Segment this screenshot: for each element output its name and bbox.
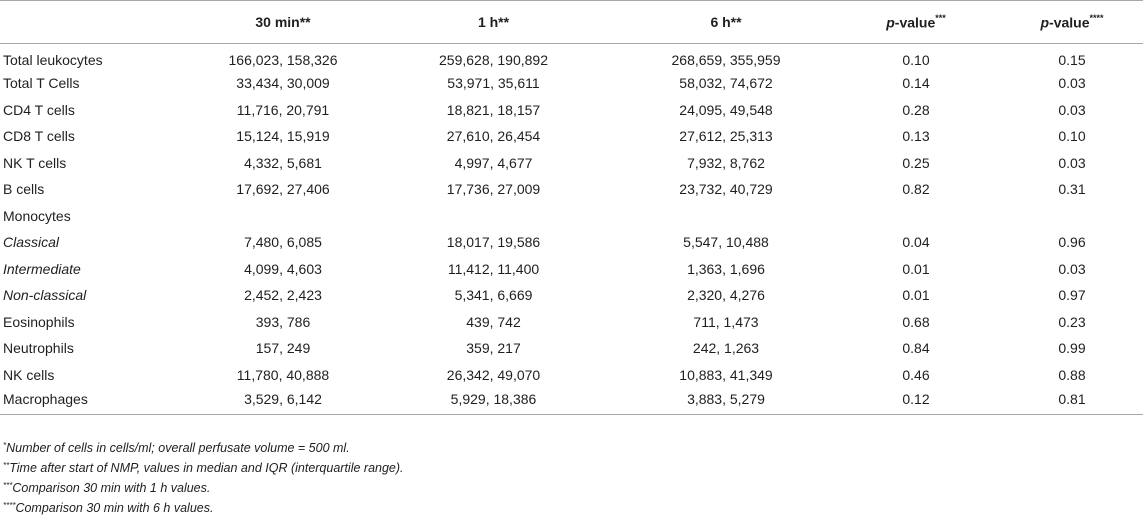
value-30-min: 11,716, 20,791 [236,101,330,118]
value-30-min: 4,332, 5,681 [244,154,322,171]
p-value-6h: 0.97 [1058,287,1086,304]
header-p-value-1h [831,1,1001,44]
table-row [0,123,1143,150]
p-value-1h: 0.84 [902,340,930,357]
footnote-text: Comparison 30 min with 6 h values. [15,501,214,515]
header-p-value-6h [1001,1,1143,44]
header-p-italic: p [1040,14,1050,31]
row-label: Neutrophils [3,340,74,357]
value-30-min: 11,780, 40,888 [236,366,330,383]
p-value-6h [1001,203,1143,230]
p-value-1h: 0.12 [831,388,1001,415]
value-6-h: 3,883, 5,279 [621,388,831,415]
p-value-1h: 0.01 [902,287,930,304]
p-value-1h: 0.10 [902,52,930,68]
header-6-h: 6 h** [621,1,831,44]
table-body [0,44,1143,415]
p-value-1h: 0.28 [902,101,930,118]
value-6-h: 7,932, 8,762 [687,154,765,171]
value-1-h: 359, 217 [466,340,521,357]
footnote [3,457,404,477]
p-value-1h: 0.04 [902,234,930,251]
value-6-h: 10,883, 41,349 [679,366,773,383]
value-6-h: 1,363, 1,696 [687,260,765,277]
row-label: Eosinophils [3,313,75,330]
table-row [0,335,1143,362]
value-1-h: 18,017, 19,586 [446,234,541,251]
value-1-h: 5,341, 6,669 [454,287,533,304]
row-label: Total T Cells [3,75,80,92]
value-6-h: 5,547, 10,488 [683,234,769,251]
value-30-min: 17,692, 27,406 [236,181,330,198]
table-row [0,282,1143,309]
value-30-min: 15,124, 15,919 [236,128,330,145]
table-row [0,150,1143,177]
header-30-min: 30 min** [200,1,366,44]
value-6-h: 2,320, 4,276 [687,287,765,304]
p-value-6h: 0.99 [1058,340,1086,357]
p-value-6h: 0.03 [1058,260,1086,277]
header-p-mark: *** [935,12,946,23]
p-value-1h: 0.14 [902,75,930,92]
value-6-h: 268,659, 355,959 [671,52,781,68]
header-label [0,1,200,44]
p-value-1h: 0.13 [902,128,930,145]
row-label: Total leukocytes [3,52,103,68]
value-6-h [621,203,831,230]
p-value-1h: 0.01 [902,260,930,277]
footnote-text: Comparison 30 min with 1 h values. [12,481,211,495]
header-p-rest: -value [1049,14,1090,31]
p-value-6h: 0.03 [1058,75,1086,92]
value-1-h: 27,610, 26,454 [446,128,541,145]
value-1-h: 11,412, 11,400 [447,260,540,277]
value-1-h [366,203,621,230]
p-value-6h: 0.03 [1058,154,1086,171]
table-row [0,97,1143,124]
footnote [3,437,404,457]
value-1-h: 439, 742 [466,313,521,330]
row-label: CD4 T cells [3,101,75,118]
row-label: B cells [3,181,45,198]
table-row [0,176,1143,203]
p-value-6h: 0.23 [1058,313,1086,330]
p-value-1h: 0.25 [902,154,930,171]
footnote-text: Number of cells in cells/ml; overall perfusate volume = 500 ml. [6,441,350,455]
table-row [0,362,1143,389]
value-30-min: 3,529, 6,142 [200,388,366,415]
value-30-min: 4,099, 4,603 [244,260,322,277]
value-1-h: 18,821, 18,157 [446,101,541,118]
row-label: Monocytes [3,207,71,224]
value-30-min: 2,452, 2,423 [244,287,322,304]
value-1-h: 5,929, 18,386 [366,388,621,415]
p-value-1h: 0.82 [902,181,930,198]
value-6-h: 58,032, 74,672 [679,75,773,92]
p-value-6h: 0.31 [1058,181,1086,198]
table-row [0,70,1143,97]
row-label: CD8 T cells [3,128,75,145]
row-label: NK T cells [3,154,67,171]
value-30-min: 393, 786 [255,313,311,330]
p-value-6h: 0.10 [1058,128,1086,145]
footnote [3,497,404,517]
value-6-h: 23,732, 40,729 [679,181,773,198]
footnote-mark: * [3,441,7,450]
value-30-min: 166,023, 158,326 [228,52,338,68]
p-value-1h: 0.46 [902,366,930,383]
row-label: Non-classical [3,287,87,304]
value-1-h: 53,971, 35,611 [447,75,540,92]
header-row [0,1,1143,44]
value-6-h: 711, 1,473 [693,313,759,330]
row-label: Intermediate [3,260,81,277]
table-row [0,44,1143,71]
value-1-h: 259,628, 190,892 [439,52,548,68]
table-row [0,203,1143,230]
value-30-min [200,203,366,230]
p-value-6h: 0.88 [1058,366,1086,383]
table-row [0,229,1143,256]
header-p-mark: **** [1089,12,1104,23]
p-value-1h: 0.68 [902,313,930,330]
value-6-h: 24,095, 49,548 [679,101,773,118]
row-label: NK cells [3,366,55,383]
header-p-italic: p [886,14,895,31]
footnote-mark: ** [3,461,10,470]
table-row [0,256,1143,283]
header-p-rest: -value [894,14,936,31]
footnote-mark: *** [3,481,13,490]
row-label: Macrophages [0,388,200,415]
p-value-6h: 0.03 [1058,101,1086,118]
footnotes [3,437,404,517]
p-value-6h: 0.81 [1001,388,1143,415]
p-value-6h: 0.15 [1058,52,1086,68]
value-6-h: 242, 1,263 [692,340,760,357]
value-30-min: 33,434, 30,009 [236,75,330,92]
value-1-h: 26,342, 49,070 [446,366,541,383]
header-1-h: 1 h** [366,1,621,44]
row-label: Classical [3,234,60,251]
table-row [0,309,1143,336]
value-30-min: 7,480, 6,085 [244,234,322,251]
footnote-text: Time after start of NMP, values in median and IQR (interquartile range). [9,461,404,475]
value-30-min: 157, 249 [255,340,311,357]
p-value-6h: 0.96 [1058,234,1086,251]
value-6-h: 27,612, 25,313 [679,128,773,145]
footnote-mark: **** [3,501,16,510]
p-value-1h [831,203,1001,230]
table-row [0,388,1143,415]
value-1-h: 17,736, 27,009 [446,181,541,198]
value-1-h: 4,997, 4,677 [454,154,533,171]
footnote [3,477,404,497]
